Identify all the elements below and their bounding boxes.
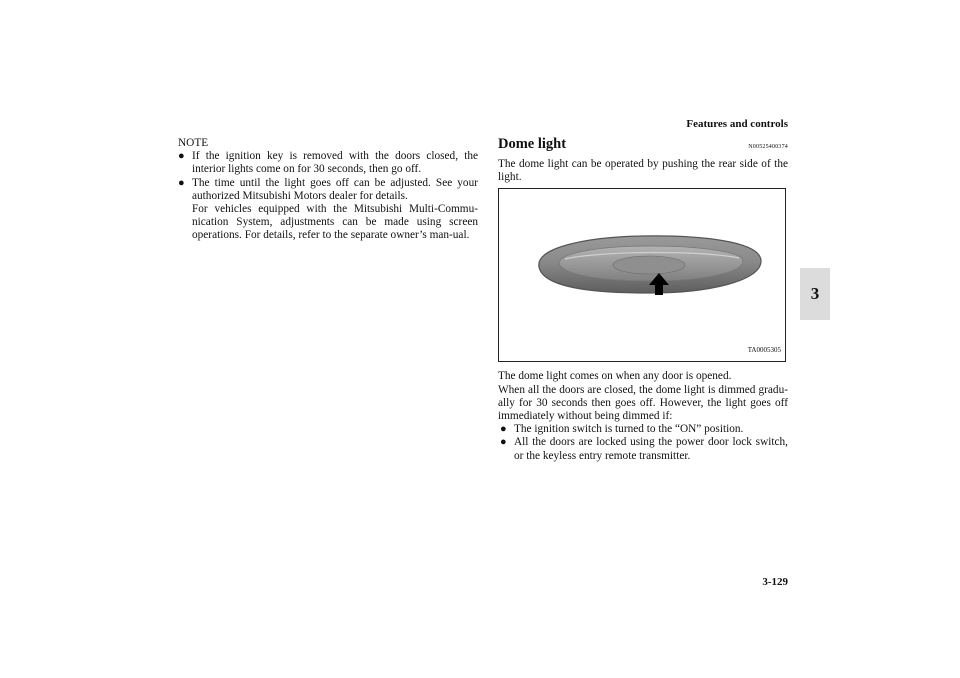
condition-list bbox=[500, 423, 788, 463]
note-section bbox=[178, 137, 478, 243]
body-text: The dome light comes on when any door is opened. bbox=[498, 370, 732, 383]
dome-light-illustration bbox=[499, 189, 785, 361]
note-text: The time until the light goes off can be adjusted. See your authorized Mitsubishi Motors dealer for details. bbox=[192, 176, 478, 202]
reference-code: N00525400374 bbox=[748, 144, 788, 150]
figure-code: TA0005305 bbox=[747, 346, 781, 355]
list-item bbox=[500, 436, 788, 462]
condition-text: All the doors are locked using the power door lock switch, or the keyless entry remote transmitter. bbox=[514, 436, 788, 462]
section-title: Dome light bbox=[498, 136, 567, 152]
intro-text: The dome light can be operated by pushing the rear side of the light. bbox=[498, 158, 788, 184]
bullet-icon: ● bbox=[500, 436, 507, 449]
bullet-icon: ● bbox=[178, 176, 185, 189]
condition-text: The ignition switch is turned to the “ON” position. bbox=[514, 423, 744, 436]
note-text: For vehicles equipped with the Mitsubishi Multi-Commu-nication System, adjustments can be made using screen operations. For details, refer to the separate owner’s man-ual. bbox=[192, 203, 478, 242]
page-number: 3-129 bbox=[762, 576, 788, 588]
note-text: If the ignition key is removed with the doors closed, the interior lights come on for 30 seconds, then go off. bbox=[192, 150, 478, 176]
chapter-tab: 3 bbox=[800, 268, 830, 320]
note-bullet bbox=[178, 177, 478, 243]
bullet-icon: ● bbox=[500, 423, 507, 436]
running-header: Features and controls bbox=[686, 118, 788, 130]
dome-light-section bbox=[498, 138, 788, 463]
note-label: NOTE bbox=[178, 137, 209, 149]
bullet-icon: ● bbox=[178, 150, 185, 163]
list-item bbox=[500, 423, 788, 436]
body-text: When all the doors are closed, the dome light is dimmed gradu-ally for 30 seconds then goes off. However, the light goes off immediately without being dimmed if: bbox=[498, 383, 788, 423]
dome-light-figure bbox=[498, 188, 786, 362]
note-bullet bbox=[178, 150, 478, 176]
